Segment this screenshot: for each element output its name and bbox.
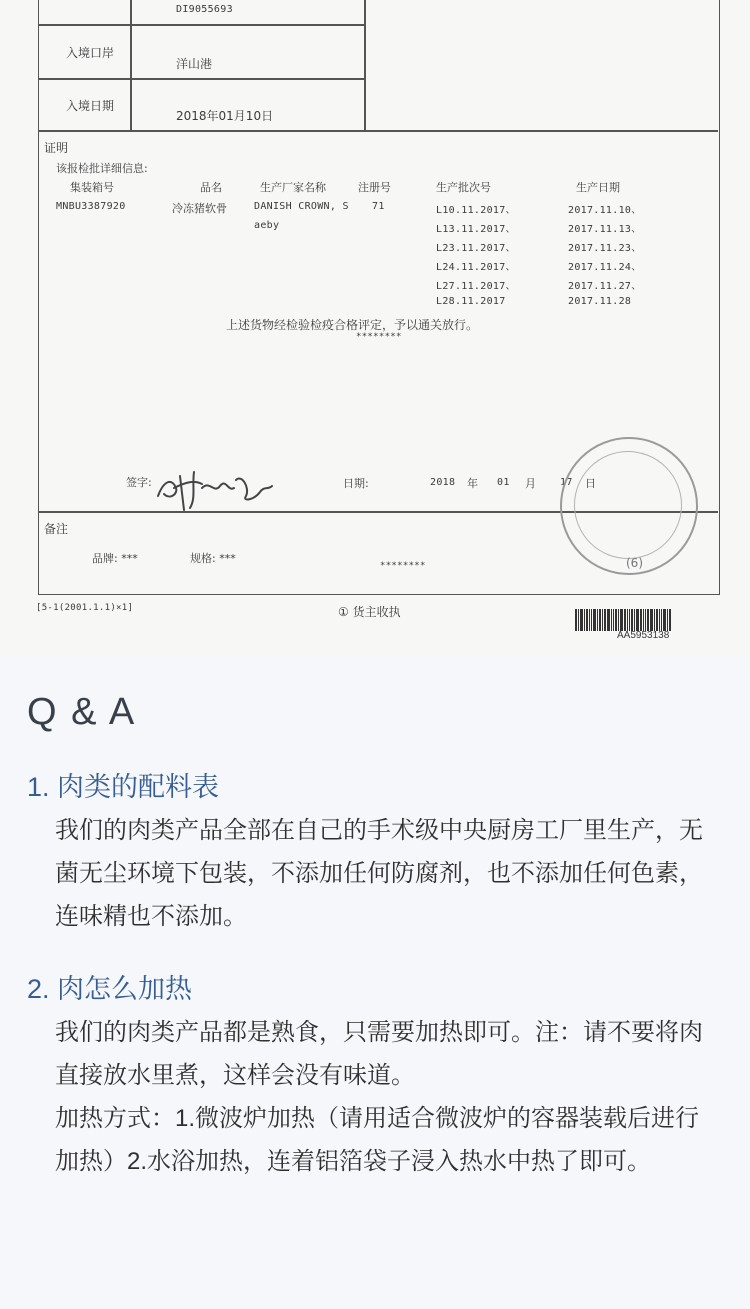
spec-text: 规格: *** [190, 552, 236, 565]
answer-paragraph: 我们的肉类产品全部在自己的手术级中央厨房工厂里生产，无菌无尘环境下包装，不添加任何防腐剂，也不添加任何色素，连味精也不添加。 [55, 817, 703, 930]
batch-line: L10.11.2017、 [436, 205, 516, 216]
date-line: 2017.11.23、 [568, 243, 642, 254]
detail-label: 该报检批详细信息: [56, 162, 148, 175]
date-day: 17 [560, 477, 573, 488]
table-row-line [38, 24, 366, 26]
serial-number: AA5953138 [617, 630, 670, 641]
header-batch: 生产批次号 [436, 181, 491, 194]
batch-line: L27.11.2017、 [436, 281, 516, 292]
reg-no: 71 [372, 201, 385, 212]
remark-label: 备注 [44, 522, 69, 536]
table-divider [364, 0, 366, 130]
container-number: MNBU3387920 [56, 201, 126, 212]
header-manufacturer: 生产厂家名称 [260, 181, 326, 194]
answer-paragraph: 我们的肉类产品都是熟食，只需要加热即可。注：请不要将肉直接放水里煮，这样会没有味道。 [55, 1019, 703, 1089]
date-line: 2017.11.13、 [568, 224, 642, 235]
date-month: 01 [497, 477, 510, 488]
batch-line: L28.11.2017 [436, 296, 506, 307]
table-row-line [38, 78, 366, 80]
brand-text: 品牌: *** [92, 552, 138, 565]
header-product: 品名 [200, 181, 222, 194]
date-label: 日期: [343, 477, 369, 490]
date-year: 2018 [430, 477, 456, 488]
question-1: 1. 肉类的配料表 [27, 772, 220, 802]
date-line: 2017.11.28 [568, 296, 632, 307]
entry-date-label: 入境日期 [66, 99, 115, 113]
qa-section [0, 655, 750, 1309]
header-date: 生产日期 [576, 181, 620, 194]
batch-line: L13.11.2017、 [436, 224, 516, 235]
manufacturer-line1: DANISH CROWN, S [254, 201, 349, 212]
table-divider [130, 0, 132, 130]
question-2: 2. 肉怎么加热 [27, 974, 193, 1004]
batch-line: L23.11.2017、 [436, 243, 516, 254]
date-year-unit: 年 [467, 477, 478, 490]
header-container: 集装箱号 [70, 181, 114, 194]
date-line: 2017.11.27、 [568, 281, 642, 292]
official-seal [560, 437, 698, 575]
barcode-icon [575, 609, 719, 631]
batch-line: L24.11.2017、 [436, 262, 516, 273]
stars-line: ******** [356, 332, 402, 342]
answer-2 [55, 1011, 705, 1183]
date-day-unit: 日 [585, 477, 596, 490]
answer-paragraph: 加热方式：1.微波炉加热（请用适合微波炉的容器装载后进行加热）2.水浴加热，连着铝箔袋子浸入热水中热了即可。 [55, 1105, 700, 1175]
top-value: DI9055693 [176, 4, 233, 15]
sign-label: 签字: [126, 476, 152, 489]
copy-label: ① 货主收执 [338, 605, 401, 619]
stars-line: ******** [380, 561, 426, 571]
entry-port-label: 入境口岸 [66, 46, 115, 60]
table-row-line [38, 130, 718, 132]
date-month-unit: 月 [525, 477, 536, 490]
seal-number: (6) [626, 556, 643, 570]
qa-title: Q & A [27, 691, 137, 733]
form-code: [5-1(2001.1.1)×1] [36, 603, 134, 613]
header-reg-no: 注册号 [358, 181, 391, 194]
signature-icon [150, 458, 280, 518]
answer-1 [55, 809, 705, 938]
entry-date-value: 2018年01月10日 [176, 109, 274, 123]
conclusion-text: 上述货物经检验检疫合格评定，予以通关放行。 [226, 318, 479, 332]
manufacturer-line2: aeby [254, 220, 280, 231]
entry-port-value: 洋山港 [176, 57, 213, 71]
date-line: 2017.11.24、 [568, 262, 642, 273]
proof-label: 证明 [44, 141, 69, 155]
product-name: 冷冻猪软骨 [172, 202, 227, 215]
date-line: 2017.11.10、 [568, 205, 642, 216]
